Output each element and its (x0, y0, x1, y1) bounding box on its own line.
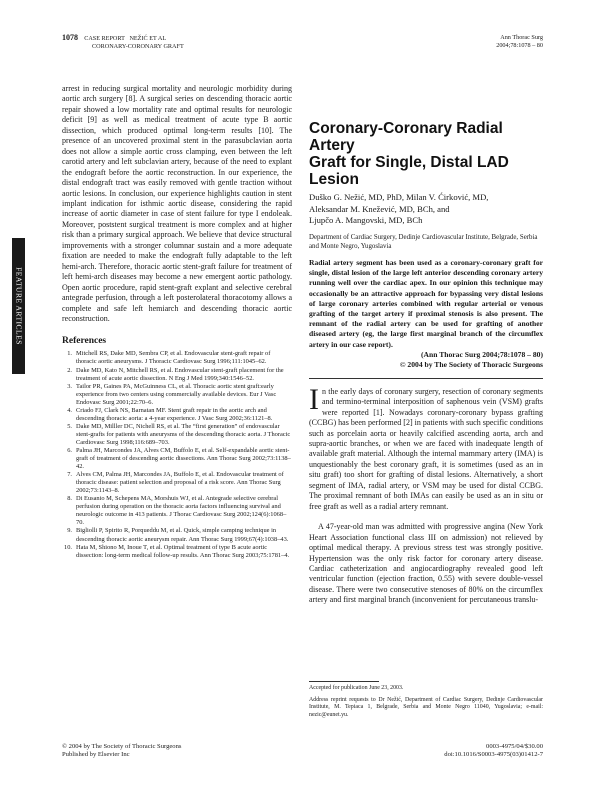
reference-item: 7. Alves CM, Palma JH, Marcondes JA, Buffolo E, et al. Endovascular treatment of thoracic disease: patient selection and proposal of a risk score. Ann Thorac Surg 2002;73:1143–8. (67, 471, 284, 495)
abstract-copyright: © 2004 by The Society of Thoracic Surgeons (399, 359, 543, 369)
reference-item: 9. Bigliolli P, Spirito R, Porqueddu M, et al. Quick, simple camping technique in descending thoracic aortic aneurysm repair. Ann Thorac Surg 1999;67(4):1038–43. (67, 527, 289, 543)
running-header-left (62, 34, 184, 51)
reference-item: 3. Tailor PR, Gaines PA, McGuinness CL, et al. Thoracic aortic stent graft:early experience from two centers using commercially available devices. Eur J Vasc Endovasc Surg 2001;22:70–6. (67, 382, 277, 406)
author-list: Duško G. Nežić, MD, PhD, Milan V. Ćirković, MD, Aleksandar M. Knežević, MD, BCh, and Ljupčo A. Mangovski, MD, BCh (309, 192, 489, 225)
introduction-paragraph: In the early days of coronary surgery, resection of coronary segments and termino-terminal interposition of saphenous vein (VSM) grafts were reported [1]. Nowadays coronary-coronary bypass grafting (CCBG) has been performed [2] in patients with such specific conditions such as porcelain aorta or heavily calcified ascending aorta, arch and supra-aortic branches, or when we are faced with inadequate length of available graft material. Although the internal mammary artery (IMA) is unquestionably the best coronary graft, it is sometimes (used as an in situ graft) too short for grafting of distal lesions. Alternatively, a short segment of IMA, radial artery, or VSM may be used for distal CCBG. The proximal remnant of both IMAs can easily be used as an in situ or free graft as well as a radial artery remnant. (309, 382, 543, 511)
article-title: Coronary-Coronary Radial Artery Graft for Single, Distal LAD Lesion (309, 120, 509, 188)
abstract: Radial artery segment has been used as a coronary-coronary graft for single, distal lesion of the large left anterior descending coronary artery running well over the cardiac apex. In our opinion this technique may occasionally be an attractive approach for bypassing very distal lesions of large coronary arteries combined with regular arterial or venous grafting of the target artery if proximal stenosis is also present. The remnant of the radial artery can be used for grafting of another diseased artery (eg, the large first marginal branch of the circumflex artery in our case report). (309, 257, 543, 349)
affiliation: Department of Cardiac Surgery, Dedinje Cardiovascular Institute, Belgrade, Serbia and Monte Negro, Yugoslavia (309, 233, 538, 250)
running-authors: NEŽIĆ ET AL (129, 35, 167, 42)
footer-doi: doi:10.1016/S0003-4975(03)01412-7 (444, 751, 543, 759)
footer-copyright: © 2004 by The Society of Thoracic Surgeons (62, 743, 182, 750)
running-title: CORONARY-CORONARY GRAFT (92, 43, 184, 50)
page-number: 1078 (62, 33, 78, 42)
article-head (309, 120, 543, 606)
references-heading: References (62, 336, 107, 347)
reference-item: 8. Di Eusanio M, Schepens MA, Morshuis WJ, et al. Antegrade selective cerebral perfusion during operation on the thoracic aorta factors influencing survival and neurologic outcome in 413 patients. J Thorac Cardiovasc Surg 2002;124(6):1068–70. (67, 495, 287, 527)
footer-publisher: Published by Elsevier Inc (62, 751, 130, 759)
reference-item: 1. Mitchell RS, Dake MD, Sembra CP, et al. Endovascular stent-graft repair of thoracic aortic aneurysms. J Thoracic Cardiovasc Surg 1996;111:1045–62. (67, 350, 271, 366)
abstract-citation: (Ann Thorac Surg 2004;78:1078 – 80) (421, 349, 543, 359)
reference-item: 2. Dake MD, Kato N, Mitchell RS, et al. Endovascular stent-graft placement for the treatment of acute aortic dissection. N Eng J Med 1999;340:1546–52. (67, 366, 284, 382)
left-column (62, 84, 292, 560)
drop-cap: I (309, 382, 319, 416)
case-paragraph: A 47-year-old man was admitted with progressive angina (New York Heart Association functional class III on admission) not relieved by optimal medical therapy. A previous stress test was strongly positive. Hypertension was the only risk factor for coronary artery disease. Cardiac catheterization and angiocardiography revealed good left ventricular function (ejection fraction, 0.55) with severe double-vessel disease. There were two consecutive stenoses of 80% on the circumflex artery and first marginal branch (inconvenient for percutaneous translu- (309, 522, 543, 605)
journal-citation: 2004;78:1078 – 80 (496, 42, 543, 49)
references-list (62, 350, 292, 559)
running-header-right (496, 34, 543, 50)
reprint-note: Address reprint requests to Dr Nežić, Department of Cardiac Surgery, Dedinje Cardiovascular Institute, M. Tepiaca 1, Belgrade, Serbia and Monte Negro 11040, Yugoslavia; e-mail: nezic@eunet.yu. (309, 697, 543, 718)
reference-item: 4. Criado FJ, Clark NS, Barnatan MF. Stent graft repair in the aortic arch and descending thoracic aorta: a 4-year experience. J Vasc Surg 2002;36:1121–8. (67, 406, 273, 422)
reference-item: 5. Dake MD, Milller DC, Nichell RS, et al. The “first generation” of endovascular stent-grafts for patients with aneurysms of the descending thoracic aorta. J Thoracic Cardiovasc Surg 1998;116:689–703. (67, 422, 291, 446)
footnotes (309, 681, 543, 719)
footer-right (444, 743, 543, 759)
reference-item: 6. Palma JH, Marcondes JA, Alves CM, Buffolo E, et al. Self-expandable aortic stent-graft of treatment of descending aortic dissections. Ann Thorac Surg 2002;73:1138–42. (67, 446, 291, 471)
journal-name: Ann Thorac Surg (500, 34, 543, 41)
feature-articles-tab (12, 238, 25, 374)
side-tab-label: FEATURE ARTICLES (14, 267, 23, 345)
footer-issn: 0003-4975/04/$30.00 (486, 743, 543, 750)
continued-paragraph: arrest in reducing surgical mortality and neurologic morbidity during aortic arch surgery [8]. A surgical series on descending thoracic aortic repair showed a low mortality rate and optimal results for neurologic deficit [9] as well as medical treatment of acute type B aortic dissection, which produced optimal long-term results [10]. The presence of an uncovered proximal stent in the parasubclavian aorta does not allow a simple aortic cross clamping, even between the left carotid artery and left subclavian artery, because of the need to explant the endograft before the aortic reconstruction. In our experience, the distal endograft tract was easily removed with gentle traction without aortic lesions. In conclusion, our experience highlights caution in stent implant indication for isthmic aortic disease, considering the rapid increase of aortic diameter in case of stent failure for type I endoleak. Moreover, poststent surgical treatment is more complex and at higher risk than a primary surgical approach. We believe that device structural improvements with a stronger columnar sustain and a more adequate fixation are needed to make the endograft fully adaptable to the left hemi-arch. Therefore, thoracic aortic stent-graft failure for treatment of left hemi-arch diseases may become a new emergent aortic pathology. Open aortic procedure, rapid stent-graft explant and selective cerebral antegrade perfusion, through a left posterolateral thoracotomy allows a complete and safe left hemiarch and descending thoracic aortic reconstruction. (62, 84, 292, 323)
section-label: CASE REPORT (84, 35, 125, 42)
reference-item: 10. Hata M, Shiono M, Inoue T, et al. Optimal treatment of type B acute aortic dissection: long-term medical follow-up results. Ann Thorac Surg 2003;75:1781–4. (64, 543, 290, 559)
accepted-note: Accepted for publication June 23, 2003. (309, 684, 404, 691)
footer-left (62, 743, 181, 759)
